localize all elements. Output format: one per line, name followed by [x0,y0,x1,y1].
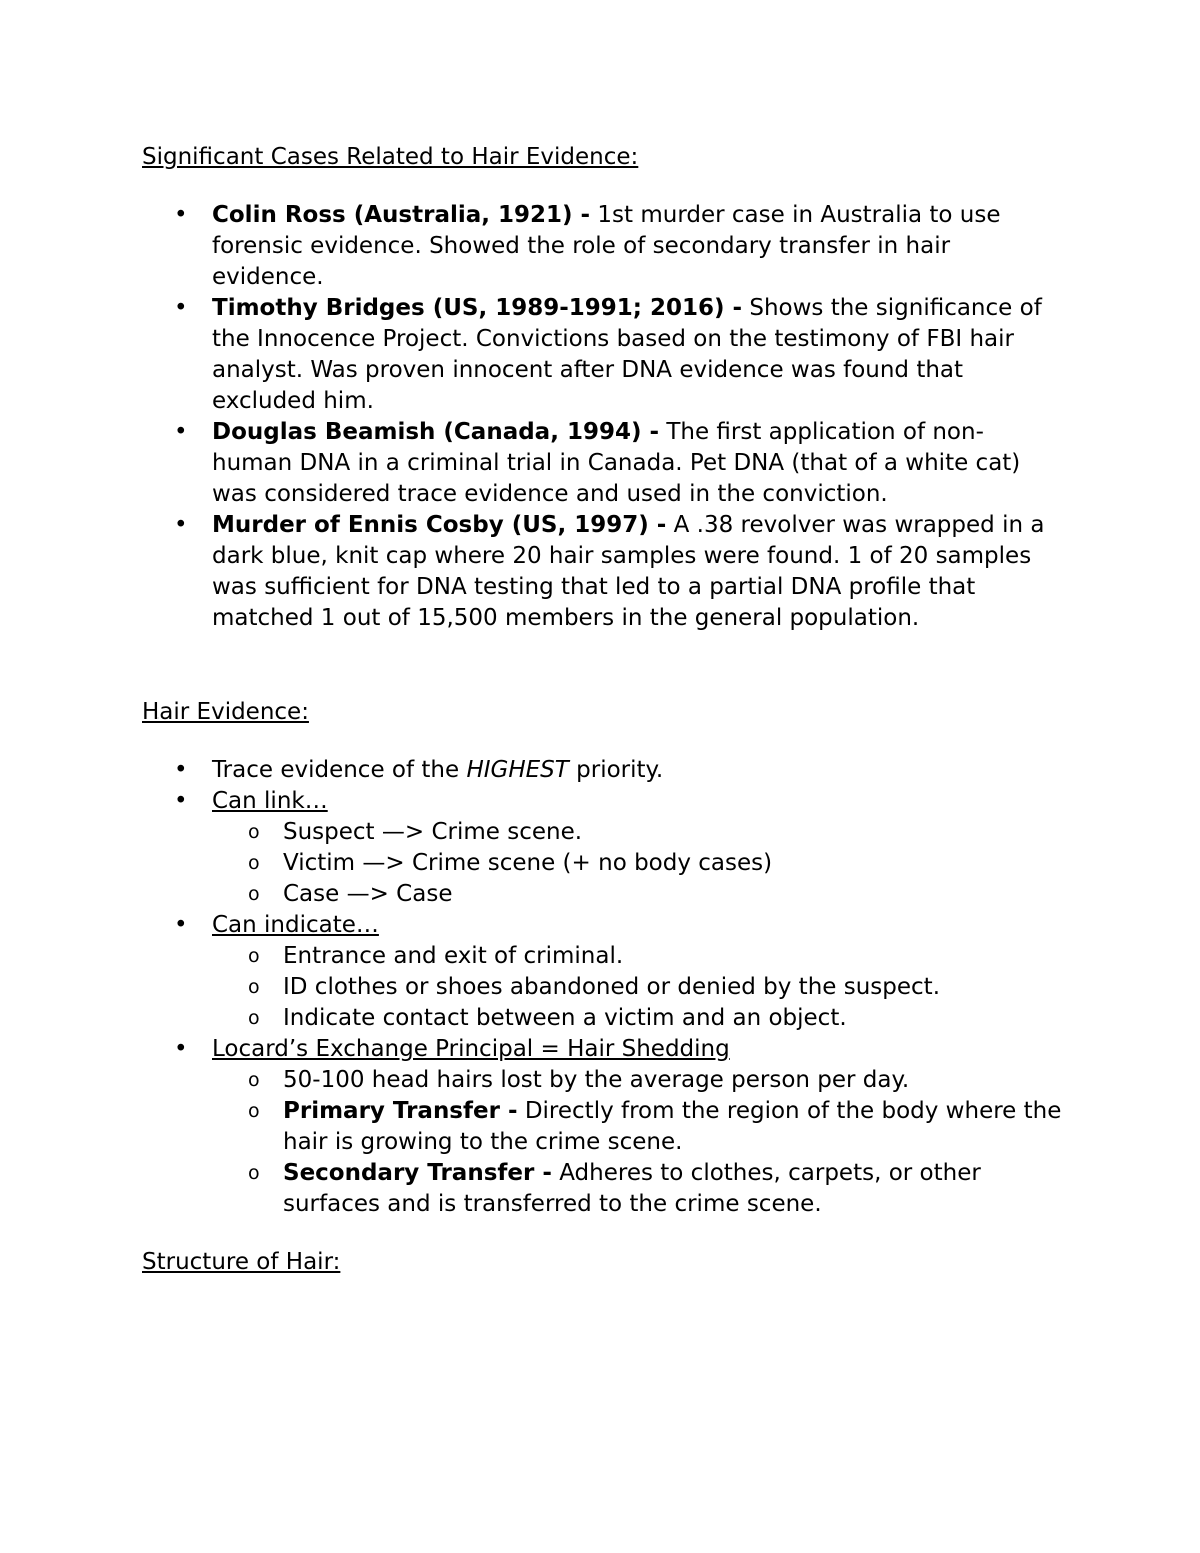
circle-bullet-icon: o [248,945,260,967]
primary-transfer-term: Primary Transfer - [283,1098,518,1124]
primary-transfer-text: Directly from the region of the body where the hair is growing to the crime scene. [283,1098,1062,1155]
sub-list-item [142,972,1062,1003]
bullet-icon: • [174,419,188,445]
list-item-can-indicate [142,910,1062,1034]
list-item [142,200,1062,293]
case-name: Douglas Beamish (Canada, 1994) - [212,419,660,445]
case-text: 1st murder case in Australia to use forensic evidence. Showed the role of secondary transfer in hair evidence. [212,202,1001,290]
sub-item-text: Victim —> Crime scene (+ no body cases) [283,850,773,876]
can-indicate-sublist [212,941,1062,1034]
cases-list [142,200,1062,634]
circle-bullet-icon: o [248,1162,260,1184]
sub-item-text: 50-100 head hairs lost by the average person per day. [283,1067,910,1093]
sub-list-item [142,941,1062,972]
circle-bullet-icon: o [248,976,260,998]
bullet-icon: • [174,788,188,814]
list-item-priority [142,755,1062,786]
sub-item-text: ID clothes or shoes abandoned or denied by the suspect. [283,974,941,1000]
circle-bullet-icon: o [248,1100,260,1122]
secondary-transfer-term: Secondary Transfer - [283,1160,552,1186]
bullet-icon: • [174,757,188,783]
sub-list-item [142,848,1062,879]
list-item [142,510,1062,634]
document-content [142,142,1062,1278]
structure-heading: Structure of Hair: [142,1249,341,1275]
circle-bullet-icon: o [248,852,260,874]
case-name: Murder of Ennis Cosby (US, 1997) - [212,512,667,538]
bullet-icon: • [174,912,188,938]
sub-list-item [142,1065,1062,1096]
case-text: Shows the significance of the Innocence Project. Convictions based on the testimony of FBI hair analyst. Was proven innocent after DNA evidence was found that excluded him. [212,295,1042,414]
sub-item-text: Case —> Case [283,881,453,907]
bullet-icon: • [174,202,188,228]
list-item [142,293,1062,417]
list-item [142,417,1062,510]
case-text: The first application of non-human DNA in a criminal trial in Canada. Pet DNA (that of a white cat) was considered trace evidence and used in the conviction. [212,419,1021,507]
priority-text: Trace evidence of the [212,757,467,783]
case-text: A .38 revolver was wrapped in a dark blue, knit cap where 20 hair samples were found. 1 of 20 samples was sufficient for DNA testing that led to a partial DNA profile that matched 1 out of 15,500 members in the general population. [212,512,1045,631]
sub-list-item [142,1003,1062,1034]
can-indicate-label: Can indicate… [212,912,379,938]
circle-bullet-icon: o [248,1007,260,1029]
case-name: Timothy Bridges (US, 1989-1991; 2016) - [212,295,743,321]
can-link-sublist [212,817,1062,910]
sub-item-text: Entrance and exit of criminal. [283,943,624,969]
case-name: Colin Ross (Australia, 1921) - [212,202,591,228]
sub-list-item [142,1158,1062,1220]
locard-label: Locard’s Exchange Principal = Hair Shedding [212,1036,730,1062]
sub-item-text: Indicate contact between a victim and an object. [283,1005,847,1031]
can-link-label: Can link… [212,788,328,814]
bullet-icon: • [174,1036,188,1062]
bullet-icon: • [174,512,188,538]
bullet-icon: • [174,295,188,321]
secondary-transfer-text: Adheres to clothes, carpets, or other surfaces and is transferred to the crime scene. [283,1160,981,1217]
list-item-locard [142,1034,1062,1220]
sub-item-text: Suspect —> Crime scene. [283,819,583,845]
hair-evidence-list [142,755,1062,1220]
sub-list-item [142,1096,1062,1158]
circle-bullet-icon: o [248,821,260,843]
sub-list-item [142,879,1062,910]
list-item-can-link [142,786,1062,910]
circle-bullet-icon: o [248,883,260,905]
hair-evidence-heading: Hair Evidence: [142,699,309,725]
locard-sublist [212,1065,1062,1220]
cases-heading: Significant Cases Related to Hair Evidence: [142,144,639,170]
circle-bullet-icon: o [248,1069,260,1091]
sub-list-item [142,817,1062,848]
priority-text-end: priority. [568,757,664,783]
priority-emphasis: HIGHEST [466,757,569,783]
